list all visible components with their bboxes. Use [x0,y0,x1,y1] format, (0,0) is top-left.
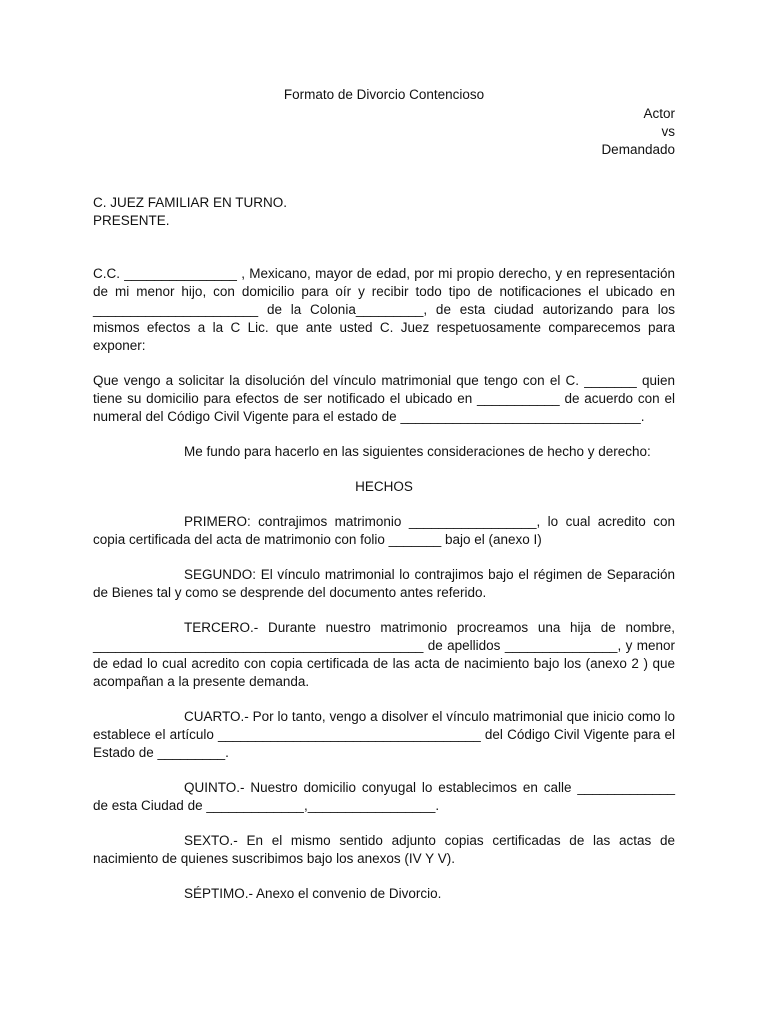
fact-paragraph: TERCERO.- Durante nuestro matrimonio procreamos una hija de nombre, ____________________________________________ de apellidos _______________, y menor de edad lo cual acredito con copia certificada de las acta de nacimiento bajo los (anexo 2 ) que acompañan a la presente demanda. [93,620,675,689]
party-vs: vs [661,124,675,139]
grounds-paragraph: Me fundo para hacerlo en las siguientes consideraciones de hecho y derecho: [184,444,651,459]
request-paragraph: Que vengo a solicitar la disolución del vínculo matrimonial que tengo con el C. _______ quien tiene su domicilio para efectos de ser notificado el ubicado en ___________ de acuerdo con el numeral del Código Civil Vigente para el estado de ________________________________. [93,373,675,424]
fact-paragraph: SEGUNDO: El vínculo matrimonial lo contrajimos bajo el régimen de Separación de Bienes tal y como se desprende del documento antes referido. [93,567,675,600]
party-defendant: Demandado [601,142,675,157]
fact-paragraph: SÉPTIMO.- Anexo el convenio de Divorcio. [184,886,442,901]
facts-heading: HECHOS [355,479,413,494]
fact-paragraph: CUARTO.- Por lo tanto, vengo a disolver el vínculo matrimonial que inicio como lo establece el artículo ___________________________________ del Código Civil Vigente para el Estado de _________. [93,709,675,760]
addressee-line: C. JUEZ FAMILIAR EN TURNO. [93,195,288,210]
party-actor: Actor [643,106,675,121]
addressee-block [93,194,675,230]
document-title: Formato de Divorcio Contencioso [283,87,485,102]
addressee-line: PRESENTE. [93,213,170,228]
intro-paragraph: C.C. _______________ , Mexicano, mayor de edad, por mi propio derecho, y en representación de mi menor hijo, con domicilio para oír y recibir todo tipo de notificaciones el ubicado en ______________________ de la Colonia_________, de esta ciudad autorizando para los mismos efectos a la C Lic. que ante usted C. Juez respetuosamente comparecemos para exponer: [93,266,675,353]
parties-block [93,105,675,159]
fact-paragraph: SEXTO.- En el mismo sentido adjunto copias certificadas de las actas de nacimiento de quienes suscribimos bajo los anexos (IV Y V). [93,833,675,866]
fact-paragraph: PRIMERO: contrajimos matrimonio _________________, lo cual acredito con copia certificada del acta de matrimonio con folio _______ bajo el (anexo I) [93,514,675,547]
fact-paragraph: QUINTO.- Nuestro domicilio conyugal lo establecimos en calle _____________ de esta Ciudad de _____________,_________________. [93,780,675,813]
